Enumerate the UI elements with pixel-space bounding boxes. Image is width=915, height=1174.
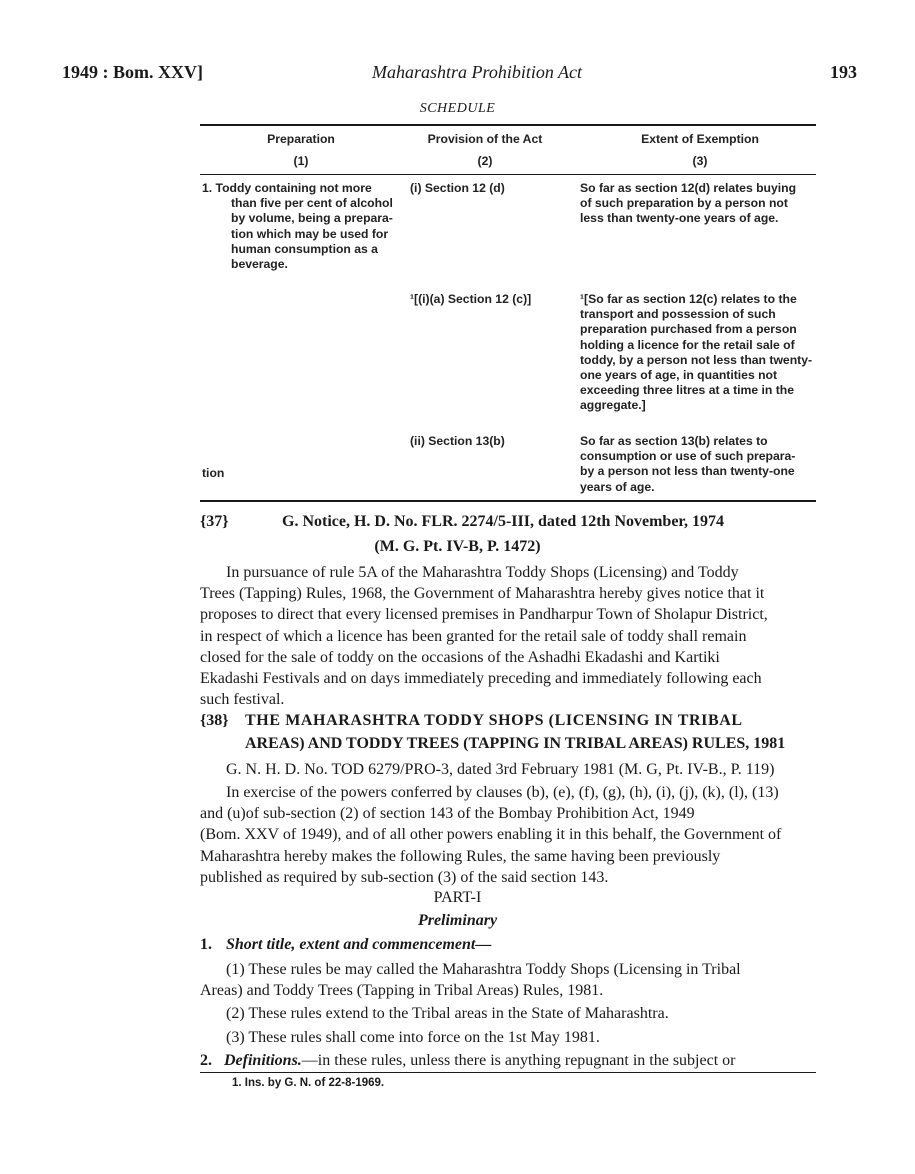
footnote: 1. Ins. by G. N. of 22-8-1969. xyxy=(232,1077,385,1089)
row2-exemption-line: ¹[So far as section 12(c) relates to the xyxy=(580,292,797,306)
row2-exemption xyxy=(580,292,814,414)
paragraph-line: such festival. xyxy=(200,691,285,709)
row1-preparation-line: than five per cent of alcohol xyxy=(231,196,393,211)
row1-preparation-line: tion which may be used for xyxy=(231,226,389,241)
section-2-title: Definitions. xyxy=(224,1052,302,1069)
row1-exemption-line: less than twenty-one years of age. xyxy=(580,211,779,226)
running-header-act-reference: 1949 : Bom. XXV] xyxy=(62,62,203,82)
rules-38-enacting-paragraph xyxy=(200,782,816,888)
column-header-exemption: Extent of Exemption xyxy=(641,132,759,146)
row2-exemption-line: toddy, by a person not less than twenty- xyxy=(580,352,813,367)
paragraph-line: in respect of which a licence has been granted for the retail sale of toddy shall remain xyxy=(200,627,747,645)
row2-exemption-line: transport and possession of such xyxy=(580,307,776,322)
row1-preparation-line: 1. Toddy containing not more xyxy=(202,181,372,195)
paragraph-line: proposes to direct that every licensed premises in Pandharpur Town of Sholapur District, xyxy=(200,606,768,624)
column-number-3: (3) xyxy=(692,154,708,168)
row1-provision: (i) Section 12 (d) xyxy=(410,181,505,195)
footnote-rule xyxy=(200,1072,816,1073)
row2-exemption-line: preparation purchased from a person xyxy=(580,322,797,337)
paragraph-line: published as required by sub-section (3) of the said section 143. xyxy=(200,868,609,886)
row1-preparation xyxy=(202,181,407,272)
column-header-preparation: Preparation xyxy=(267,132,335,146)
paragraph-line: and (u)of sub-section (2) of section 143 of the Bombay Prohibition Act, 1949 xyxy=(200,805,695,823)
row2-exemption-line: exceeding three litres at a time in the xyxy=(580,383,795,398)
part-heading: PART-I xyxy=(433,889,482,906)
row1-exemption-line: of such preparation by a person not xyxy=(580,196,788,211)
notice-37-title: G. Notice, H. D. No. FLR. 2274/5-III, dated 12th November, 1974 xyxy=(282,513,725,530)
section-1-subsection-3: (3) These rules shall come into force on the 1st May 1981. xyxy=(226,1029,600,1046)
rules-38-title-line-1: THE MAHARASHTRA TODDY SHOPS (LICENSING IN TRIBAL xyxy=(245,712,743,729)
paragraph-line: Maharashtra hereby makes the following Rules, the same having been previously xyxy=(200,847,721,865)
paragraph-line: Areas) and Toddy Trees (Tapping in Tribal Areas) Rules, 1981. xyxy=(200,982,604,1000)
table-header-rule xyxy=(200,174,816,175)
table-top-rule xyxy=(200,124,816,126)
row3-exemption-line: by a person not less than twenty-one xyxy=(580,464,795,479)
row1-preparation-line: beverage. xyxy=(231,257,288,272)
row3-provision: (ii) Section 13(b) xyxy=(410,434,505,448)
row3-exemption-line: consumption or use of such prepara- xyxy=(580,449,796,464)
section-1-subsection-1 xyxy=(200,959,816,1001)
row3-exemption-line: So far as section 13(b) relates to xyxy=(580,434,768,448)
section-2-text: —in these rules, unless there is anything repugnant in the subject or xyxy=(301,1052,736,1069)
table-bottom-rule xyxy=(200,500,816,502)
row2-exemption-line: holding a licence for the retail sale of xyxy=(580,337,795,352)
row3-exemption-line: years of age. xyxy=(580,479,655,494)
row2-exemption-line: one years of age, in quantities not xyxy=(580,368,778,383)
running-header-title: Maharashtra Prohibition Act xyxy=(372,62,583,82)
row1-preparation-line: by volume, being a prepara- xyxy=(231,211,393,226)
paragraph-line: In exercise of the powers conferred by clauses (b), (e), (f), (g), (h), (i), (j), (k), (l), (13) xyxy=(226,784,779,801)
paragraph-line: (Bom. XXV of 1949), and of all other powers enabling it in this behalf, the Government of xyxy=(200,826,782,844)
paragraph-line: (1) These rules be may called the Maharashtra Toddy Shops (Licensing in Tribal xyxy=(226,961,741,978)
column-number-2: (2) xyxy=(477,154,493,168)
page-number: 193 xyxy=(830,62,857,82)
row1-exemption-line: So far as section 12(d) relates buying xyxy=(580,181,797,195)
row1-exemption xyxy=(580,181,814,227)
paragraph-line: Ekadashi Festivals and on days immediately preceding and immediately following each xyxy=(200,670,762,688)
row2-exemption-line: aggregate.] xyxy=(580,398,646,413)
rules-38-title-line-2: AREAS) AND TODDY TREES (TAPPING IN TRIBAL AREAS) RULES, 1981 xyxy=(245,735,786,752)
schedule-label: SCHEDULE xyxy=(419,101,496,116)
part-title: Preliminary xyxy=(417,912,498,929)
notice-37-number: {37} xyxy=(200,513,229,530)
section-2-number: 2. xyxy=(200,1052,212,1069)
row2-provision: ¹[(i)(a) Section 12 (c)] xyxy=(410,292,532,306)
paragraph-line: In pursuance of rule 5A of the Maharashtra Toddy Shops (Licensing) and Toddy xyxy=(226,564,739,581)
section-1-number: 1. xyxy=(200,936,212,953)
paragraph-line: closed for the sale of toddy on the occasions of the Ashadhi Ekadashi and Kartiki xyxy=(200,648,720,666)
column-number-1: (1) xyxy=(293,154,309,168)
section-2-line xyxy=(200,1050,816,1071)
notice-37-paragraph xyxy=(200,562,816,710)
row3-exemption xyxy=(580,434,814,495)
section-1-subsection-2: (2) These rules extend to the Tribal areas in the State of Maharashtra. xyxy=(226,1005,669,1022)
column-header-provision: Provision of the Act xyxy=(427,132,543,146)
section-1-title: Short title, extent and commencement— xyxy=(226,936,492,953)
row1-preparation-line: human consumption as a xyxy=(231,241,378,256)
notice-37-gazette-reference: (M. G. Pt. IV-B, P. 1472) xyxy=(374,538,541,555)
rules-38-number: {38} xyxy=(200,712,229,729)
rules-38-notification: G. N. H. D. No. TOD 6279/PRO-3, dated 3rd February 1981 (M. G, Pt. IV-B., P. 119) xyxy=(226,761,775,778)
paragraph-line: Trees (Tapping) Rules, 1968, the Government of Maharashtra hereby gives notice that it xyxy=(200,585,765,603)
row3-preparation: tion xyxy=(202,466,225,480)
